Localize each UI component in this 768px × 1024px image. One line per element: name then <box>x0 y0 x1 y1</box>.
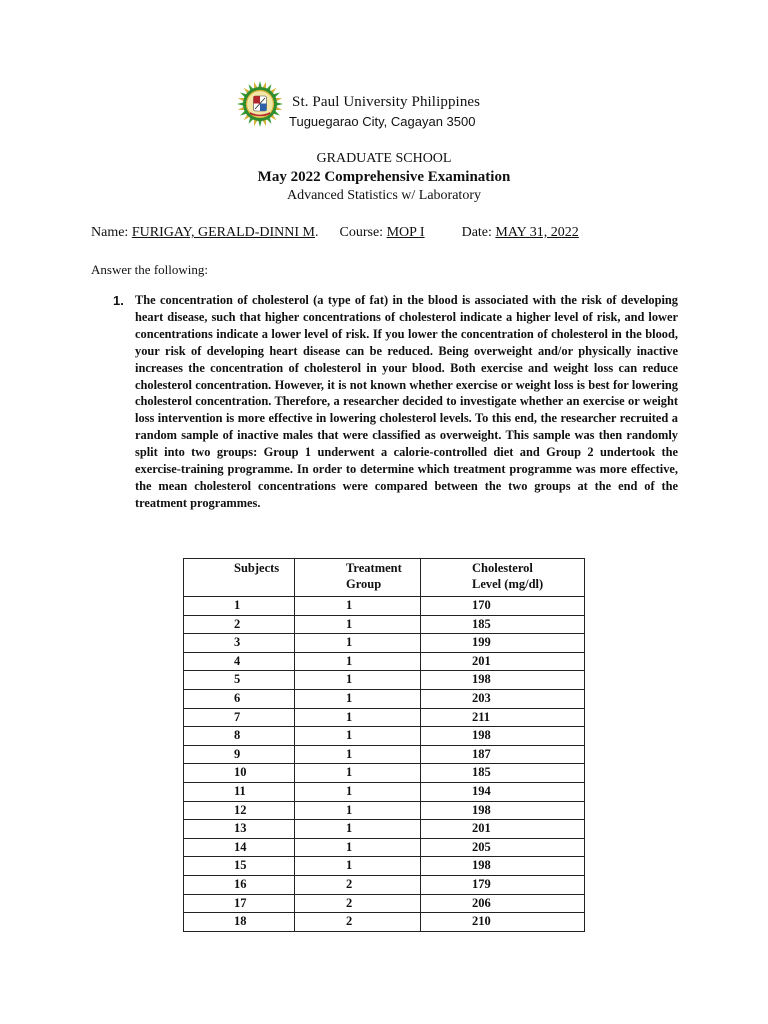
table-row <box>184 838 585 857</box>
treatment-group-cell: 1 <box>295 727 421 746</box>
table-row <box>184 745 585 764</box>
cholesterol-header-line2: Level (mg/dl) <box>472 577 544 591</box>
cholesterol-level-cell: 198 <box>421 801 585 820</box>
cholesterol-level-cell: 203 <box>421 689 585 708</box>
subject-cell: 3 <box>184 634 295 653</box>
subject-cell: 5 <box>184 671 295 690</box>
treatment-group-cell: 1 <box>295 745 421 764</box>
subject-cell: 8 <box>184 727 295 746</box>
cholesterol-level-cell: 199 <box>421 634 585 653</box>
table-row <box>184 652 585 671</box>
table-row <box>184 597 585 616</box>
cholesterol-level-cell: 187 <box>421 745 585 764</box>
cholesterol-level-cell: 206 <box>421 894 585 913</box>
subject-cell: 1 <box>184 597 295 616</box>
subject-cell: 7 <box>184 708 295 727</box>
treatment-group-header-line2: Group <box>346 577 382 591</box>
treatment-group-cell: 1 <box>295 764 421 783</box>
treatment-group-cell: 1 <box>295 782 421 801</box>
treatment-group-cell: 1 <box>295 801 421 820</box>
table-row <box>184 615 585 634</box>
date-label: Date: <box>461 225 492 240</box>
cholesterol-level-cell: 198 <box>421 671 585 690</box>
cholesterol-level-cell: 179 <box>421 875 585 894</box>
subject-cell: 10 <box>184 764 295 783</box>
cholesterol-level-cell: 201 <box>421 652 585 671</box>
cholesterol-level-cell: 185 <box>421 764 585 783</box>
subject-cell: 17 <box>184 894 295 913</box>
treatment-group-cell: 1 <box>295 671 421 690</box>
date-value: MAY 31, 2022 <box>495 225 579 240</box>
subject-cell: 12 <box>184 801 295 820</box>
cholesterol-level-cell: 201 <box>421 820 585 839</box>
table-row <box>184 913 585 932</box>
name-value: FURIGAY, GERALD-DINNI M <box>131 225 316 240</box>
table-row <box>184 875 585 894</box>
cholesterol-level-cell: 194 <box>421 782 585 801</box>
table-row <box>184 801 585 820</box>
table-row <box>184 857 585 876</box>
name-label: Name: <box>91 225 129 240</box>
university-name: St. Paul University Philippines <box>292 94 481 110</box>
cholesterol-level-cell: 210 <box>421 913 585 932</box>
table-header-row <box>184 559 585 597</box>
treatment-group-cell: 1 <box>295 820 421 839</box>
subject-cell: 4 <box>184 652 295 671</box>
table-row <box>184 894 585 913</box>
table-row <box>184 820 585 839</box>
treatment-group-header <box>295 559 421 597</box>
treatment-group-header-line1: Treatment <box>346 561 402 575</box>
treatment-group-cell: 1 <box>295 689 421 708</box>
treatment-group-cell: 2 <box>295 894 421 913</box>
cholesterol-level-cell: 170 <box>421 597 585 616</box>
course-label: Course: <box>339 225 384 240</box>
treatment-group-cell: 1 <box>295 597 421 616</box>
treatment-group-cell: 1 <box>295 708 421 727</box>
treatment-group-cell: 1 <box>295 838 421 857</box>
subjects-header: Subjects <box>184 559 295 597</box>
cholesterol-header <box>421 559 585 597</box>
cholesterol-level-cell: 211 <box>421 708 585 727</box>
subject-cell: 2 <box>184 615 295 634</box>
treatment-group-cell: 1 <box>295 634 421 653</box>
cholesterol-level-cell: 205 <box>421 838 585 857</box>
table-row <box>184 764 585 783</box>
cholesterol-level-cell: 198 <box>421 727 585 746</box>
table-row <box>184 708 585 727</box>
question-number: 1. <box>113 293 124 308</box>
course-value: MOP I <box>386 225 425 240</box>
cholesterol-level-cell: 185 <box>421 615 585 634</box>
question-text: The concentration of cholesterol (a type of fat) in the blood is associated with the risk of developing heart disease, such that higher concentrations of cholesterol indicate a higher level of risk, and lower concentrations indicate a lower level of risk. If you lower the concentration of cholesterol in the blood, your risk of developing heart disease can be reduced. Being overweight and/or physically inactive increases the concentration of cholesterol in your blood. Both exercise and weight loss can reduce cholesterol concentration. However, it is not known whether exercise or weight loss is best for lowering cholesterol concentration. Therefore, a researcher decided to investigate whether an exercise or weight loss intervention is more effective in lowering cholesterol levels. To this end, the researcher recruited a random sample of inactive males that were classified as overweight. This sample was then randomly split into two groups: Group 1 underwent a calorie-controlled diet and Group 2 undertook the exercise-training programme. In order to determine which treatment programme was more effective, the mean cholesterol concentrations were compared between the two groups at the end of the treatment programmes. <box>135 293 678 510</box>
student-info-line <box>91 225 691 241</box>
table-row <box>184 727 585 746</box>
subject-cell: 16 <box>184 875 295 894</box>
treatment-group-cell: 2 <box>295 875 421 894</box>
name-suffix: . <box>315 225 319 240</box>
university-address: Tuguegarao City, Cagayan 3500 <box>289 114 476 129</box>
treatment-group-cell: 1 <box>295 615 421 634</box>
treatment-group-cell: 1 <box>295 652 421 671</box>
cholesterol-header-line1: Cholesterol <box>472 561 533 575</box>
subject-cell: 13 <box>184 820 295 839</box>
table-row <box>184 634 585 653</box>
subject-cell: 6 <box>184 689 295 708</box>
treatment-group-cell: 2 <box>295 913 421 932</box>
exam-title: May 2022 Comprehensive Examination <box>257 169 511 185</box>
cholesterol-data-table <box>183 558 585 932</box>
table-row <box>184 671 585 690</box>
table-row <box>184 782 585 801</box>
subject-cell: 15 <box>184 857 295 876</box>
cholesterol-level-cell: 198 <box>421 857 585 876</box>
university-seal-icon <box>236 80 284 128</box>
instruction-text: Answer the following: <box>91 262 208 277</box>
subject-cell: 18 <box>184 913 295 932</box>
subject-cell: 11 <box>184 782 295 801</box>
subject-cell: 9 <box>184 745 295 764</box>
course-title: Advanced Statistics w/ Laboratory <box>286 188 481 203</box>
table-row <box>184 689 585 708</box>
subject-cell: 14 <box>184 838 295 857</box>
treatment-group-cell: 1 <box>295 857 421 876</box>
school-heading: GRADUATE SCHOOL <box>316 151 452 166</box>
